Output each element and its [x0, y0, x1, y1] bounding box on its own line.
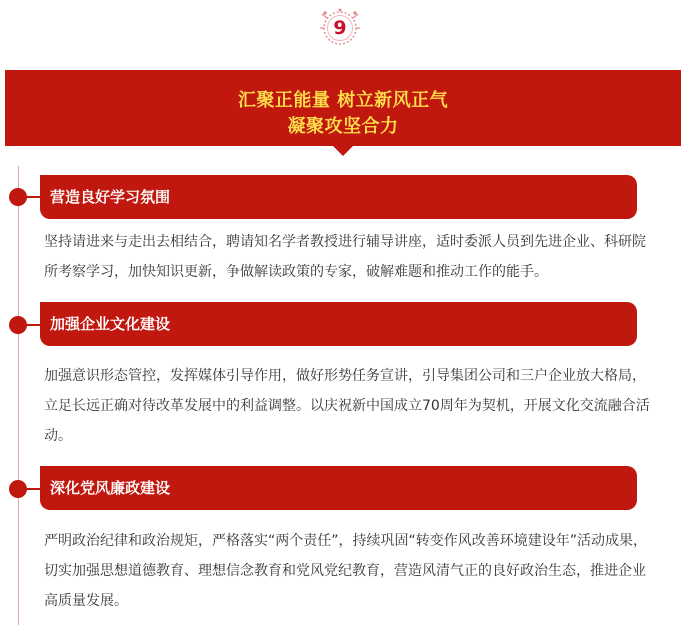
number-badge — [314, 6, 366, 50]
timeline-connector — [22, 324, 40, 326]
banner-title-line2: 凝聚攻坚合力 — [287, 116, 399, 137]
section-header-3 — [40, 466, 637, 510]
section-body-2: 加强意识形态管控，发挥媒体引导作用，做好形势任务宣讲，引导集团公司和三户企业放大格局，立足长远正确对待改革发展中的利益调整。以庆祝新中国成立70周年为契机，开展文化交流融合活动。 — [44, 368, 650, 444]
section-body-1: 坚持请进来与走出去相结合，聘请知名学者教授进行辅导讲座，适时委派人员到先进企业、科研院所考察学习，加快知识更新，争做解读政策的专家，破解难题和推动工作的能手。 — [44, 234, 646, 280]
header-banner — [5, 70, 681, 146]
banner-title-line1: 汇聚正能量 树立新风正气 — [237, 90, 449, 111]
timeline-connector — [22, 488, 40, 490]
section-title: 加强企业文化建设 — [50, 315, 171, 333]
section-title: 深化党风廉政建设 — [50, 479, 171, 497]
section-title: 营造良好学习氛围 — [50, 188, 171, 206]
section-header-1 — [40, 175, 637, 219]
badge-number: 9 — [333, 17, 347, 39]
timeline-line — [18, 166, 19, 625]
timeline-connector — [22, 196, 40, 198]
section-body-3: 严明政治纪律和政治规矩，严格落实“两个责任”，持续巩固“转变作风改善环境建设年”活动成果，切实加强思想道德教育、理想信念教育和党风党纪教育，营造风清气正的良好政治生态，推进企业高质量发展。 — [44, 533, 648, 609]
banner-pointer — [333, 146, 353, 156]
section-header-2 — [40, 302, 637, 346]
